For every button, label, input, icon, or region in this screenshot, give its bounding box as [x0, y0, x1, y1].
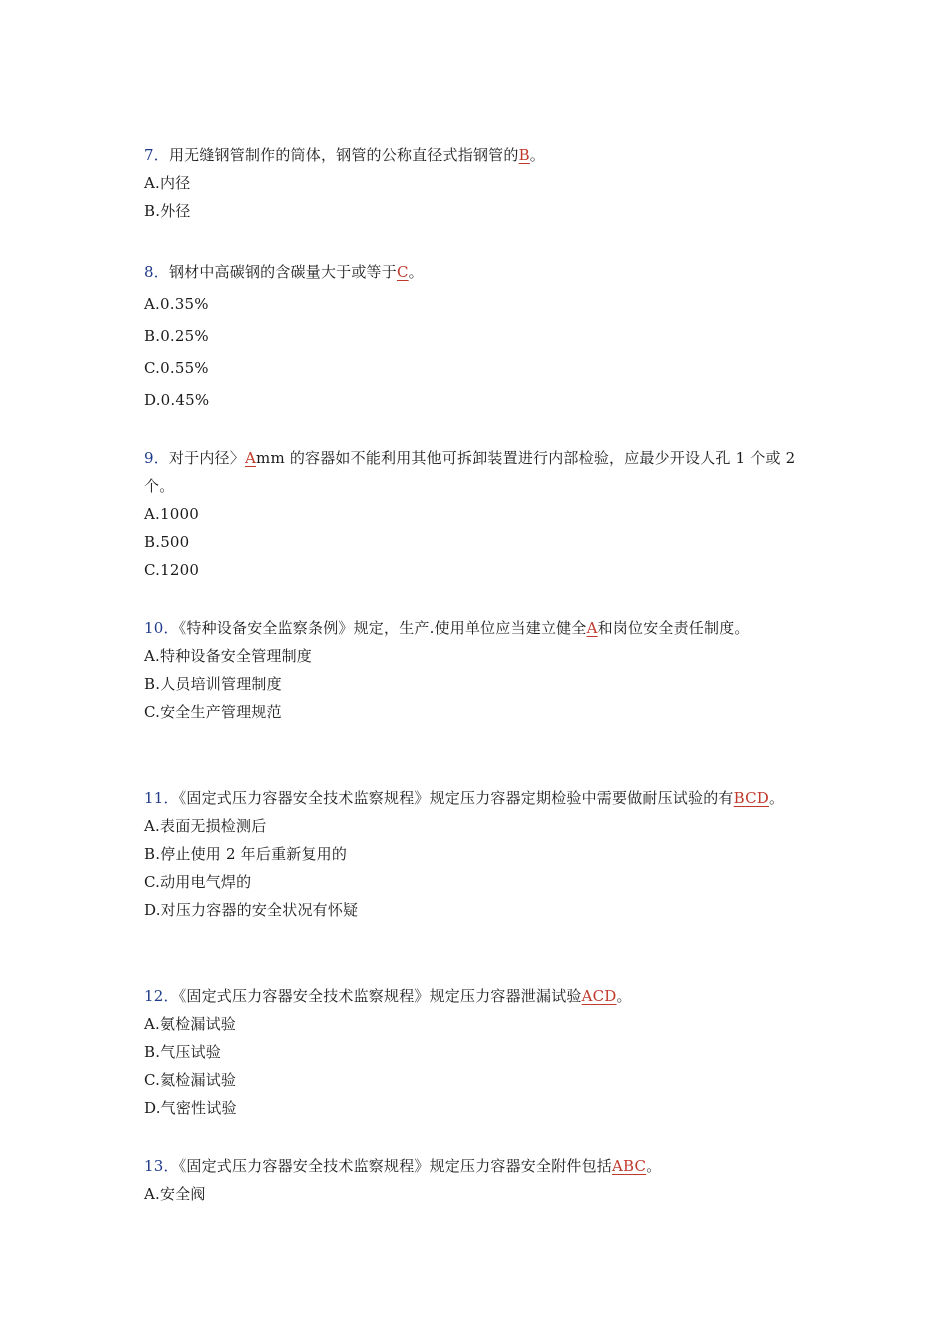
option-d: D.0.45%: [144, 391, 210, 409]
question-text-end: 。: [616, 987, 632, 1005]
question-11: [144, 784, 810, 924]
question-text-end: 和岗位安全责任制度。: [597, 619, 750, 637]
question-9: [144, 444, 810, 584]
question-10: [144, 614, 810, 726]
question-7: [144, 141, 810, 225]
option-a: A.0.35%: [144, 295, 209, 313]
option-c: C.安全生产管理规范: [144, 703, 282, 721]
option-c: C.1200: [144, 561, 200, 579]
option-b: B.人员培训管理制度: [144, 675, 282, 693]
option-b: B.500: [144, 533, 190, 551]
question-stem: [144, 784, 810, 812]
question-text-end: 。: [769, 789, 785, 807]
question-text: 钢材中高碳钢的含碳量大于或等于: [168, 263, 397, 281]
question-number: 13．: [144, 1157, 179, 1175]
option-d: D.气密性试验: [144, 1099, 237, 1117]
question-stem: [144, 1152, 810, 1180]
answer-mark: ABC: [612, 1157, 647, 1175]
question-text: 《特种设备安全监察条例》规定，生产.使用单位应当建立健全: [178, 619, 587, 637]
question-text: 《固定式压力容器安全技术监察规程》规定压力容器泄漏试验: [178, 987, 582, 1005]
question-text-end: 。: [646, 1157, 662, 1175]
question-number: 8．: [144, 263, 169, 281]
option-a: A.内径: [144, 174, 191, 192]
question-stem: [144, 614, 810, 642]
question-text: 《固定式压力容器安全技术监察规程》规定压力容器定期检验中需要做耐压试验的有: [178, 789, 734, 807]
answer-mark: C: [396, 263, 409, 281]
option-b: B.停止使用 2 年后重新复用的: [144, 845, 348, 863]
option-c: C.动用电气焊的: [144, 873, 252, 891]
question-stem: [144, 258, 810, 286]
question-stem: [144, 444, 810, 500]
option-c: C.0.55%: [144, 359, 209, 377]
question-stem: [144, 982, 810, 1010]
question-number: 9．: [144, 449, 169, 467]
question-13: [144, 1152, 810, 1208]
option-a: A.安全阀: [144, 1185, 206, 1203]
question-text-end: 。: [408, 263, 424, 281]
question-text-end: mm 的容器如不能利用其他可拆卸装置进行内部检验，应最少开设人孔 1 个或 2 个。: [144, 449, 796, 495]
answer-mark: BCD: [733, 789, 769, 807]
option-b: B.气压试验: [144, 1043, 221, 1061]
question-text: 《固定式压力容器安全技术监察规程》规定压力容器安全附件包括: [178, 1157, 612, 1175]
question-number: 12．: [144, 987, 179, 1005]
option-c: C.氦检漏试验: [144, 1071, 237, 1089]
question-number: 10．: [144, 619, 179, 637]
answer-mark: A: [586, 619, 598, 637]
question-text: 用无缝钢管制作的筒体，钢管的公称直径式指钢管的: [168, 146, 519, 164]
answer-mark: ACD: [581, 987, 617, 1005]
option-d: D.对压力容器的安全状况有怀疑: [144, 901, 359, 919]
option-b: B.外径: [144, 202, 191, 220]
option-a: A.氨检漏试验: [144, 1015, 237, 1033]
option-b: B.0.25%: [144, 327, 209, 345]
question-number: 7．: [144, 146, 169, 164]
question-12: [144, 982, 810, 1122]
question-stem: [144, 141, 810, 169]
option-a: A.表面无损检测后: [144, 817, 267, 835]
answer-mark: A: [244, 449, 257, 467]
answer-mark: B: [518, 146, 530, 164]
option-a: A.1000: [144, 505, 199, 523]
question-text: 对于内径〉: [168, 449, 245, 467]
question-number: 11．: [144, 789, 179, 807]
question-8: [144, 258, 810, 416]
option-a: A.特种设备安全管理制度: [144, 647, 313, 665]
question-text-end: 。: [529, 146, 545, 164]
